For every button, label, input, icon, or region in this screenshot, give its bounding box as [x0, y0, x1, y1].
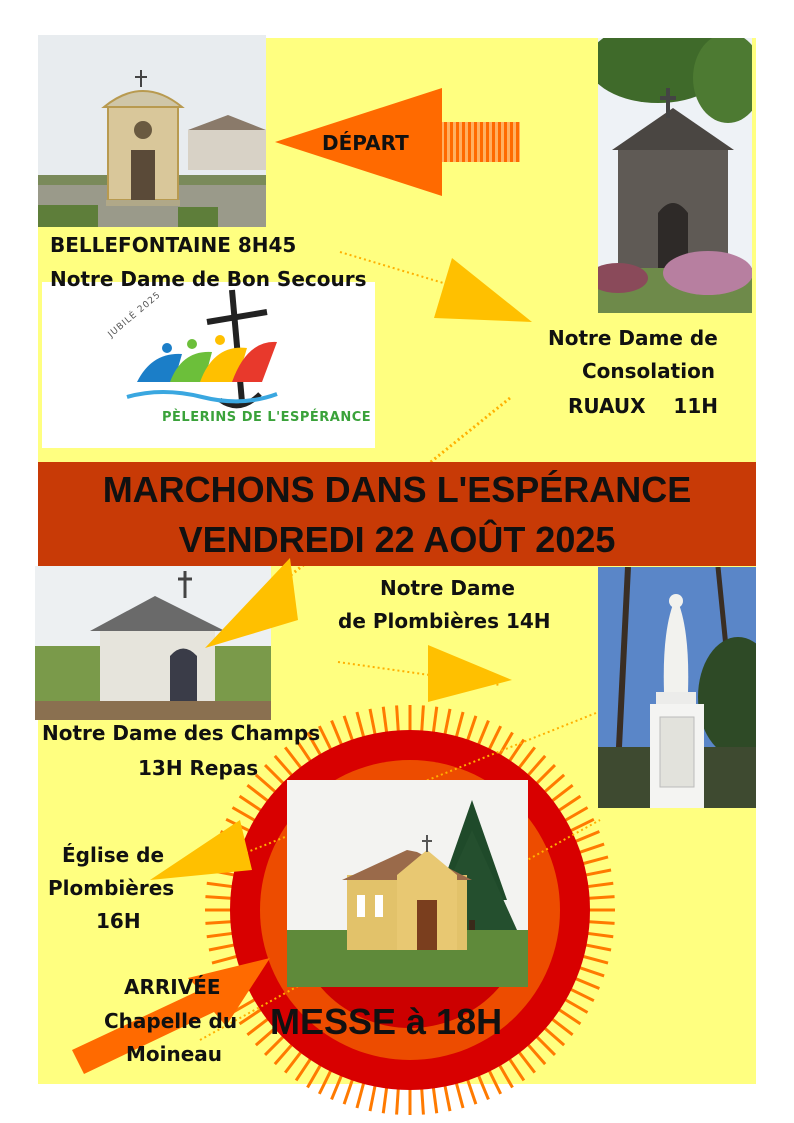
eglise-line-1: Église de	[62, 843, 165, 867]
arrow-to-consolation-icon	[434, 258, 532, 322]
champs-line-2: 13H Repas	[138, 756, 259, 780]
eglise-line-3: 16H	[96, 909, 141, 933]
arrow-to-champs-icon	[205, 558, 298, 648]
eglise-line-2: Plombières	[48, 876, 175, 900]
plombieres-nd-line-1: Notre Dame	[380, 576, 515, 600]
logo-top-text: JUBILÉ 2025	[106, 290, 164, 340]
bellefontaine-name: Notre Dame de Bon Secours	[50, 267, 367, 291]
champs-line-1: Notre Dame des Champs	[42, 721, 321, 745]
consolation-line-1: Notre Dame de	[548, 326, 718, 350]
arrow-to-eglise-icon	[150, 820, 252, 880]
consolation-line-3: RUAUX 11H	[568, 394, 718, 418]
title-line-1: MARCHONS DANS L'ESPÉRANCE	[102, 469, 692, 510]
arrivee-line-3: Moineau	[126, 1042, 223, 1066]
arrivee-line-1: ARRIVÉE	[124, 975, 221, 999]
messe-label: MESSE à 18H	[270, 1001, 503, 1042]
logo-bottom-text: PÈLERINS DE L'ESPÉRANCE	[162, 410, 372, 425]
arrow-to-plombieres-icon	[428, 645, 512, 702]
plombieres-nd-line-2: de Plombières 14H	[338, 609, 551, 633]
title-line-2: VENDREDI 22 AOÛT 2025	[178, 519, 616, 560]
arrivee-line-2: Chapelle du	[104, 1009, 238, 1033]
depart-label: DÉPART	[322, 131, 409, 155]
consolation-line-2: Consolation	[582, 359, 716, 383]
bellefontaine-time: BELLEFONTAINE 8H45	[50, 233, 297, 257]
